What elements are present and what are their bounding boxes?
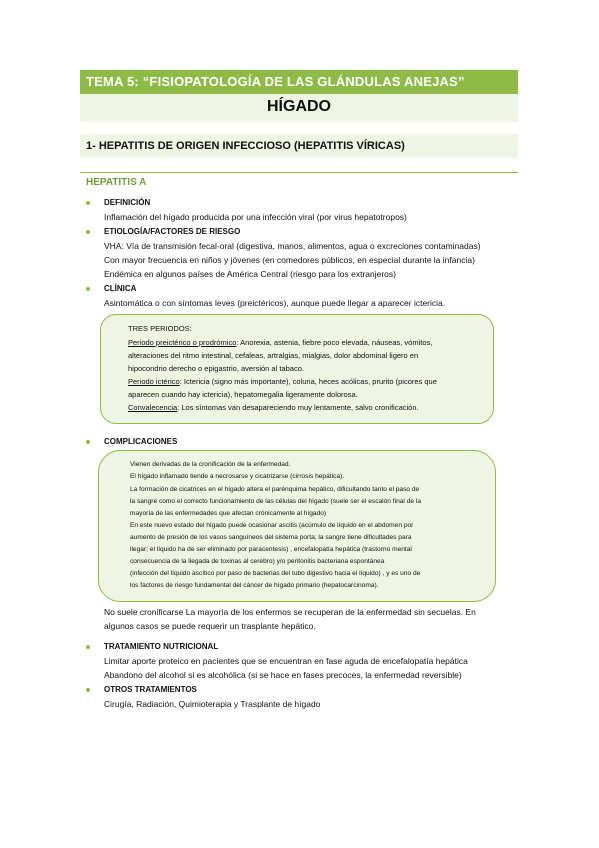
clinica-text: Asintomática o con síntomas leves (preictéricos), aunque puede llegar a aparecer ictericia. bbox=[104, 298, 446, 308]
topic-title: TEMA 5: “FISIOPATOLOGÍA DE LAS GLÁNDULAS ANEJAS” bbox=[86, 74, 465, 89]
tratamiento-label: TRATAMIENTO NUTRICIONAL bbox=[104, 642, 219, 651]
periodo-line: hipocondrio derecho o epigastrio, aversión al tabaco. bbox=[128, 364, 304, 373]
complicaciones-line: Vienen derivadas de la cronificación de la enfermedad. bbox=[130, 461, 291, 468]
topic-banner bbox=[80, 70, 518, 94]
bullet-icon bbox=[86, 201, 90, 205]
complicaciones-line: En este nuevo estado del hígado puede ocasionar ascitis (acúmulo de líquido en el abdomen por bbox=[130, 522, 414, 529]
tratamiento-line: Abandono del alcohol si es alcohólica (si se hace en fases precoces, la enfermedad reversible) bbox=[104, 670, 462, 680]
definicion-label: DEFINICIÓN bbox=[104, 198, 151, 207]
complicaciones-line: aumento de presión de los vasos sanguíneos del sistema porta; la sangre tiene dificultades para bbox=[130, 534, 412, 541]
complicaciones-line: El hígado inflamado tiende a necrosarse y cicatrizarse (cirrosis hepática). bbox=[130, 473, 345, 480]
periodo-icterico-label: Periodo ictérico bbox=[128, 377, 180, 386]
organ-banner bbox=[80, 94, 518, 122]
periodo-preicterico-text: : Anorexia, astenia, fiebre poco elevada, náuseas, vómitos, bbox=[236, 338, 433, 347]
complicaciones-line: (infección del líquido ascítico por paso de bacterias del tubo digestivo hacia el líquido) , y es uno de bbox=[130, 570, 421, 577]
section-title: 1- HEPATITIS DE ORIGEN INFECCIOSO (HEPATITIS VÍRICAS) bbox=[86, 140, 405, 152]
periodo-icterico bbox=[128, 377, 437, 386]
section-divider bbox=[80, 172, 518, 173]
complicaciones-line: consecuencia de la llegada de toxinas al cerebro) y/o peritonitis bacteriana espontánea bbox=[130, 558, 385, 565]
bullet-icon bbox=[86, 645, 90, 649]
organ-title: HÍGADO bbox=[267, 98, 331, 115]
clinica-label: CLÍNICA bbox=[104, 284, 137, 293]
tratamiento-line: Limitar aporte proteico en pacientes que se encuentran en fase aguda de encefalopatía hepática bbox=[104, 656, 468, 666]
otros-label: OTROS TRATAMIENTOS bbox=[104, 685, 197, 694]
bullet-icon bbox=[86, 287, 90, 291]
bullet-icon bbox=[86, 440, 90, 444]
etiologia-line: VHA: Vía de transmisión fecal-oral (digestiva, manos, alimentos, agua o excreciones contaminadas) bbox=[104, 241, 481, 251]
periodo-icterico-text: : Ictericia (signo más importante), coluria, heces acólicas, prurito (picores que bbox=[179, 377, 437, 386]
periodo-preicterico bbox=[128, 338, 432, 347]
periodo-preicterico-label: Periodo preictérico o prodrómico bbox=[128, 338, 237, 347]
complicaciones-label: COMPLICACIONES bbox=[104, 437, 178, 446]
convalecencia-text: : Los síntomas van desapareciendo muy lentamente, salvo cronificación. bbox=[177, 403, 419, 412]
convalecencia-label: Convalecencia bbox=[128, 403, 178, 412]
bullet-icon bbox=[86, 230, 90, 234]
etiologia-line: Endémica en algunos países de América Central (riesgo para los extranjeros) bbox=[104, 269, 396, 279]
periodo-line: aparecen cuando hay ictericia), hepatomegalia ligeramente dolorosa. bbox=[128, 390, 358, 399]
definicion-text: Inflamación del hígado producida por una infección viral (por virus hepatotropos) bbox=[104, 212, 407, 222]
complicaciones-line: llegar; el líquido ha de ser eliminado por paracentesis) , encefalopatía hepática (trastorno mental bbox=[130, 546, 412, 553]
bullet-icon bbox=[86, 688, 90, 692]
periodo-convalecencia bbox=[128, 403, 419, 412]
complicaciones-line: mayoría de las enfermedades que afectan crónicamente al hígado) bbox=[130, 510, 327, 517]
otros-text: Cirugía, Radiación, Quimioterapia y Trasplante de hígado bbox=[104, 699, 321, 709]
etiologia-line: Con mayor frecuencia en niños y jóvenes (en comedores públicos, en especial durante la infancia) bbox=[104, 255, 475, 265]
periodos-title: TRES PERIODOS: bbox=[128, 324, 192, 333]
complicaciones-line: La formación de cicatrices en el hígado altera el parénquima hepático, dificultando tanto el paso de bbox=[130, 486, 420, 493]
complicaciones-note: algunos casos se puede requerir un trasplante hepático. bbox=[104, 621, 316, 631]
complicaciones-line: los factores de riesgo fundamental del cáncer de hígado primario (hepatocarcinoma). bbox=[130, 582, 379, 589]
complicaciones-line: la sangre como el correcto funcionamiento de las células del hígado (suele ser el escalón final de la bbox=[130, 498, 422, 505]
subheading-hepatitis-a: HEPATITIS A bbox=[86, 177, 147, 188]
section-banner bbox=[80, 134, 518, 158]
periodo-line: alteraciones del ritmo intestinal, cefaleas, artralgias, mialgias, dolor abdominal ligero en bbox=[128, 351, 419, 360]
complicaciones-note: No suele cronificarse La mayoría de los enfermos se recuperan de la enfermedad sin secuelas. En bbox=[104, 607, 476, 617]
etiologia-label: ETIOLOGÍA/FACTORES DE RIESGO bbox=[104, 227, 241, 236]
